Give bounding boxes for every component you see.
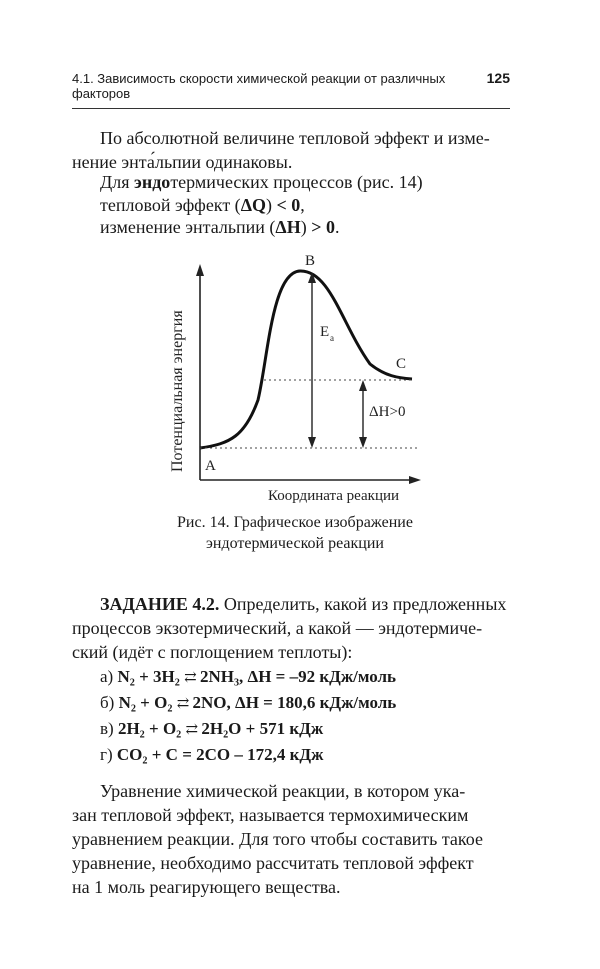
point-a-label: A <box>205 458 216 474</box>
figure-caption-line-1: Рис. 14. Графическое изображение <box>177 514 413 531</box>
equation-b <box>100 692 396 715</box>
header-title: 4.1. Зависимость скорости химической реакции от различных факторов <box>72 71 446 101</box>
eq-c-prefix: в) <box>100 719 118 738</box>
eq-b-left: N₂ + O₂ <box>118 693 177 712</box>
conclusion-line-5: на 1 моль реагирующего вещества. <box>72 877 341 897</box>
endo-suffix: термических процессов (рис. 14) <box>170 172 423 192</box>
dh-label: ΔH>0 <box>369 404 406 420</box>
h-mid: ) <box>300 217 312 237</box>
task-line-2: процессов экзотермический, а какой — эндотермиче- <box>72 618 483 638</box>
endo-bold: эндо <box>134 172 171 192</box>
eq-b-arrow: ⇄ <box>176 696 189 712</box>
q-prefix: тепловой эффект ( <box>100 195 241 215</box>
q-bold: ΔQ <box>240 195 266 215</box>
eq-a-prefix: а) <box>100 667 118 686</box>
eq-a-left: N₂ + 3H₂ <box>117 667 185 686</box>
conclusion-line-1: Уравнение химической реакции, в котором ука- <box>100 781 466 801</box>
ea-label: E <box>320 324 330 340</box>
eq-a-right: 2NH₃, ΔH = –92 кДж/моль <box>195 667 397 686</box>
x-axis-arrowhead <box>409 476 421 484</box>
ea-arrow-bottom <box>308 437 316 448</box>
q-end: , <box>300 195 305 215</box>
dh-arrow-bottom <box>359 437 367 448</box>
y-axis-label: Потенциальная энергия <box>169 310 186 472</box>
point-c-label: C <box>396 356 407 372</box>
eq-d-text: CO₂ + C = 2CO – 172,4 кДж <box>116 745 324 764</box>
dh-arrow-top <box>359 380 367 391</box>
endo-prefix: Для <box>100 172 135 192</box>
y-axis-arrowhead <box>196 264 204 276</box>
task-line-3: ский (идёт с поглощением теплоты): <box>72 642 353 662</box>
eq-c-arrow: ⇄ <box>185 722 198 738</box>
h-rel: > 0 <box>311 217 335 237</box>
task-text-1: Определить, какой из предложенных <box>219 594 507 614</box>
h-bold: ΔH <box>275 217 301 237</box>
h-end: . <box>334 217 340 237</box>
energy-curve <box>200 271 412 448</box>
task-line-1 <box>100 592 510 616</box>
eq-b-right: 2NO, ΔH = 180,6 кДж/моль <box>188 693 397 712</box>
eq-b-prefix: б) <box>100 693 119 712</box>
eq-c-left: 2H₂ + O₂ <box>117 719 186 738</box>
figure-caption-line-2: эндотермической реакции <box>206 535 384 552</box>
conclusion-line-4: уравнение, необходимо рассчитать тепловой эффект <box>72 853 474 873</box>
equation-c <box>100 718 323 741</box>
q-mid: ) <box>265 195 277 215</box>
h-prefix: изменение энтальпии ( <box>100 217 276 237</box>
ea-subscript: a <box>330 333 334 343</box>
task-label: ЗАДАНИЕ 4.2. <box>100 594 220 614</box>
x-axis-label: Координата реакции <box>268 488 400 504</box>
point-b-label: B <box>305 253 316 269</box>
conclusion-line-2: зан тепловой эффект, называется термохимическим <box>72 805 469 825</box>
eq-c-right: 2H₂O + 571 кДж <box>197 719 324 738</box>
intro-line-2: нение энта́льпии одинаковы. <box>72 152 293 172</box>
eq-d-prefix: г) <box>100 745 117 764</box>
q-rel: < 0 <box>276 195 301 215</box>
equation-a <box>100 666 396 689</box>
eq-a-arrow: ⇄ <box>184 670 196 686</box>
intro-line-1: По абсолютной величине тепловой эффект и изме- <box>100 128 490 148</box>
conclusion-line-3: уравнением реакции. Для того чтобы составить такое <box>72 829 483 849</box>
page-number: 125 <box>486 70 510 86</box>
equation-d <box>100 744 323 766</box>
